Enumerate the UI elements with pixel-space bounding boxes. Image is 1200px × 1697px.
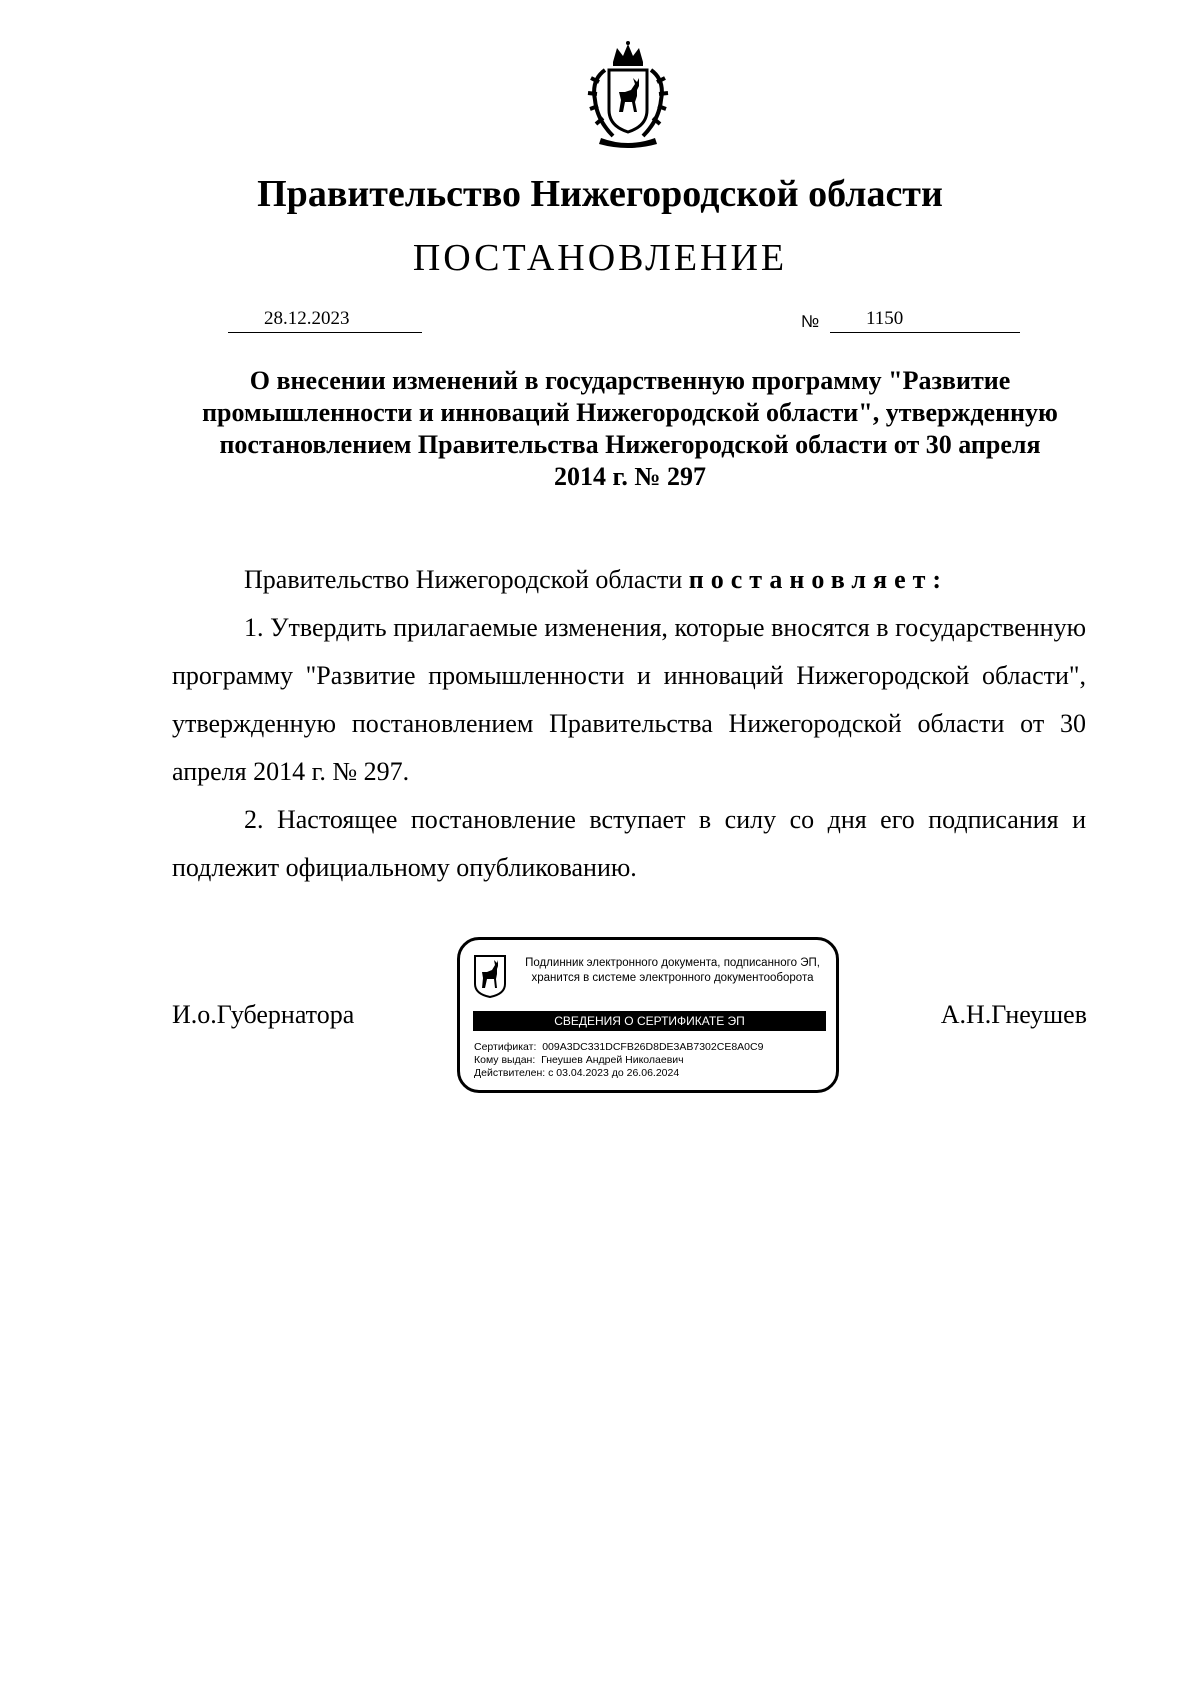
organization-title: Правительство Нижегородской области (257, 173, 943, 215)
nizhny-novgorod-coat-of-arms-icon (573, 40, 683, 150)
certificate-details (474, 1041, 763, 1080)
intro-emphasis: постановляет: (688, 565, 949, 594)
issued-value: Гнеушев Андрей Николаевич (541, 1054, 684, 1066)
item-2: 2. Настоящее постановление вступает в силу со дня его подписания и подлежит официальному опубликованию. (172, 805, 1086, 882)
deer-emblem-icon (473, 954, 507, 998)
stamp-header (515, 956, 830, 986)
signatory-position: И.о.Губернатора (172, 1000, 355, 1029)
stamp-line-1: Подлинник электронного документа, подписанного ЭП, (525, 957, 820, 969)
number-sign: № (801, 312, 820, 331)
document-type: ПОСТАНОВЛЕНИЕ (412, 237, 788, 279)
document-body (172, 556, 1086, 892)
document-number: 1150 (866, 308, 904, 329)
electronic-signature-stamp (457, 937, 839, 1093)
item-1: 1. Утвердить прилагаемые изменения, которые вносятся в государственную программу "Развитие промышленности и инноваций Нижегородской области", утвержденную постановлением Правительства Нижегородской области от 30 апреля 2014 г. № 297. (172, 613, 1086, 786)
intro-paragraph (172, 556, 1086, 604)
document-date-field (228, 306, 422, 333)
cert-label: Сертификат: (474, 1041, 537, 1053)
intro-text: Правительство Нижегородской области (244, 565, 689, 594)
valid-label: Действителен: (474, 1067, 546, 1079)
document-subject: О внесении изменений в государственную программу "Развитие промышленности и инноваций Нижегородской области", утвержденную постановлением Правительства Нижегородской области от 30 апреля 2014 г. № 297 (202, 366, 1058, 491)
issued-label: Кому выдан: (474, 1054, 536, 1066)
document-number-field (830, 306, 1020, 333)
signatory-name: А.Н.Гнеушев (940, 1000, 1087, 1029)
document-date: 28.12.2023 (264, 308, 350, 329)
valid-value: с 03.04.2023 до 26.06.2024 (548, 1067, 680, 1079)
stamp-line-2: хранится в системе электронного документооборота (531, 972, 814, 984)
certificate-info-bar: СВЕДЕНИЯ О СЕРТИФИКАТЕ ЭП (473, 1011, 826, 1031)
cert-value: 009A3DC331DCFB26D8DE3AB7302CE8A0C9 (542, 1041, 764, 1053)
